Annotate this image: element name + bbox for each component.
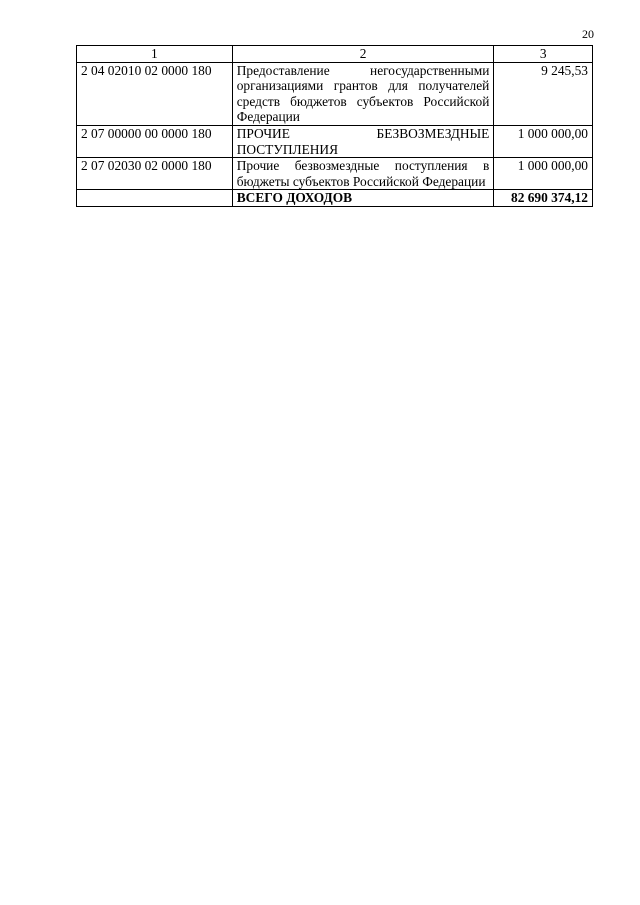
total-label-cell: ВСЕГО ДОХОДОВ — [232, 190, 494, 207]
revenue-table — [76, 45, 593, 207]
page-number: 20 — [582, 27, 594, 41]
total-code-cell — [77, 190, 233, 207]
revenue-name-cell: Предоставление негосударственными организациями грантов для получателей средств бюджетов субъектов Российской Федерации — [232, 62, 494, 125]
budget-code-cell: 2 07 00000 00 0000 180 — [77, 125, 233, 157]
amount-cell: 9 245,53 — [494, 62, 593, 125]
amount-cell: 1 000 000,00 — [494, 125, 593, 157]
budget-code-cell: 2 07 02030 02 0000 180 — [77, 158, 233, 190]
total-row — [77, 190, 593, 207]
column-header-3: 3 — [494, 46, 593, 63]
table-row — [77, 125, 593, 157]
amount-cell: 1 000 000,00 — [494, 158, 593, 190]
table-row — [77, 158, 593, 190]
table-row — [77, 62, 593, 125]
table-header-row — [77, 46, 593, 63]
revenue-name-cell: ПРОЧИЕ БЕЗВОЗМЕЗДНЫЕ ПОСТУПЛЕНИЯ — [232, 125, 494, 157]
total-amount-cell: 82 690 374,12 — [494, 190, 593, 207]
column-header-2: 2 — [232, 46, 494, 63]
column-header-1: 1 — [77, 46, 233, 63]
budget-code-cell: 2 04 02010 02 0000 180 — [77, 62, 233, 125]
revenue-name-cell: Прочие безвозмездные поступления в бюджеты субъектов Российской Федерации — [232, 158, 494, 190]
